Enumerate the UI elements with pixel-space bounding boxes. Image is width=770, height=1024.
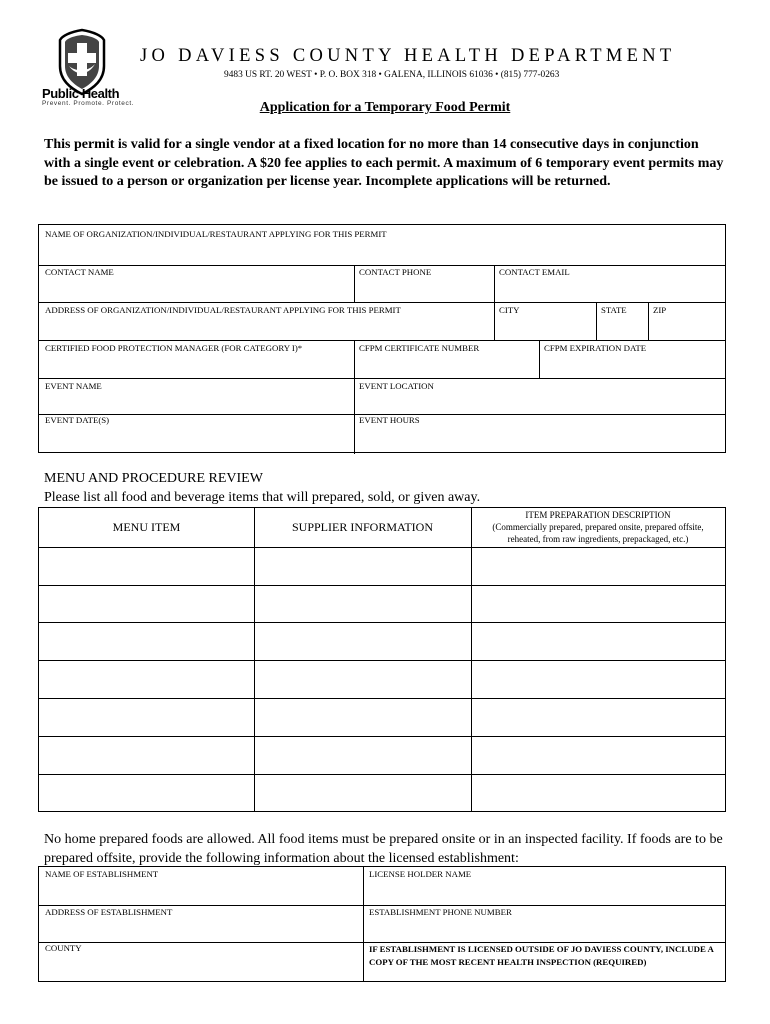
contact-phone-label: CONTACT PHONE [359, 267, 432, 277]
zip-field[interactable] [648, 302, 725, 340]
department-address: 9483 US RT. 20 WEST • P. O. BOX 318 • GALENA, ILLINOIS 61036 • (815) 777-0263 [224, 70, 560, 80]
menu-row-4[interactable] [39, 660, 725, 698]
contact-name-label: CONTACT NAME [45, 267, 114, 277]
address-field[interactable] [39, 302, 494, 340]
offsite-note: No home prepared foods are allowed. All food items must be prepared onsite or in an inspected facility. If foods are to be prepared offsite, provide the following information about the licensed establishment: [44, 832, 723, 866]
applicant-table [38, 224, 726, 453]
prep-header-title: ITEM PREPARATION DESCRIPTION [525, 510, 671, 520]
county-label: COUNTY [45, 943, 82, 953]
state-field[interactable] [596, 302, 648, 340]
establishment-phone-field[interactable] [363, 905, 725, 942]
intro-text: This permit is valid for a single vendor at a fixed location for no more than 14 consecutive days in conjunction with a single event or celebration. A $20 fee applies to each permit. A maximum of 6 temporary event permits may be issued to a person or organization per license year. Incomplete applications will be returned. [44, 137, 724, 189]
event-dates-label: EVENT DATE(S) [45, 415, 110, 425]
cfpm-label: CERTIFIED FOOD PROTECTION MANAGER (FOR CATEGORY I)* [45, 343, 303, 353]
cfpm-field[interactable] [39, 340, 354, 378]
menu-row-6[interactable] [39, 736, 725, 774]
license-holder-label: LICENSE HOLDER NAME [369, 869, 472, 879]
event-hours-label: EVENT HOURS [359, 415, 420, 425]
contact-email-label: CONTACT EMAIL [499, 267, 570, 277]
prep-header-subtitle: (Commercially prepared, prepared onsite, prepared offsite, reheated, from raw ingredients, prepackaged, etc.) [492, 522, 704, 544]
logo-tagline: Prevent. Promote. Protect. [42, 100, 135, 107]
menu-item-header: MENU ITEM [112, 520, 181, 534]
logo-name: Public Health [42, 86, 120, 101]
establishment-name-label: NAME OF ESTABLISHMENT [45, 869, 159, 879]
establishment-table [38, 866, 726, 982]
cfpm-cert-field[interactable] [354, 340, 539, 378]
prep-description-header [471, 509, 725, 545]
city-label: CITY [499, 305, 520, 315]
county-field[interactable] [39, 942, 363, 981]
menu-row-7[interactable] [39, 774, 725, 811]
supplier-header: SUPPLIER INFORMATION [291, 520, 434, 534]
license-holder-field[interactable] [363, 867, 725, 905]
menu-section-heading: MENU AND PROCEDURE REVIEW [44, 471, 263, 486]
org-name-label: NAME OF ORGANIZATION/INDIVIDUAL/RESTAURANT APPLYING FOR THIS PERMIT [45, 229, 387, 239]
form-title: Application for a Temporary Food Permit [259, 100, 511, 115]
outside-county-note-cell [363, 942, 725, 981]
establishment-phone-label: ESTABLISHMENT PHONE NUMBER [369, 907, 512, 917]
contact-phone-field[interactable] [354, 265, 494, 302]
city-field[interactable] [494, 302, 596, 340]
event-location-field[interactable] [354, 378, 725, 414]
menu-row-2[interactable] [39, 585, 725, 622]
menu-row-1[interactable] [39, 547, 725, 585]
state-label: STATE [601, 305, 627, 315]
address-label: ADDRESS OF ORGANIZATION/INDIVIDUAL/RESTAURANT APPLYING FOR THIS PERMIT [45, 305, 401, 315]
establishment-address-field[interactable] [39, 905, 363, 942]
cfpm-exp-field[interactable] [539, 340, 725, 378]
department-name: JO DAVIESS COUNTY HEALTH DEPARTMENT [140, 46, 676, 66]
contact-name-field[interactable] [39, 265, 354, 302]
event-dates-field[interactable] [39, 414, 354, 452]
menu-section-instructions: Please list all food and beverage items that will prepared, sold, or given away. [44, 490, 481, 505]
menu-row-3[interactable] [39, 622, 725, 660]
outside-county-note: IF ESTABLISHMENT IS LICENSED OUTSIDE OF JO DAVIESS COUNTY, INCLUDE A COPY OF THE MOST RECENT HEALTH INSPECTION (REQUIRED) [369, 944, 714, 967]
cfpm-cert-label: CFPM CERTIFICATE NUMBER [359, 343, 480, 353]
event-name-label: EVENT NAME [45, 381, 102, 391]
org-name-field[interactable] [39, 225, 725, 265]
zip-label: ZIP [653, 305, 667, 315]
menu-table [38, 507, 726, 812]
event-location-label: EVENT LOCATION [359, 381, 434, 391]
event-name-field[interactable] [39, 378, 354, 414]
event-hours-field[interactable] [354, 414, 725, 452]
contact-email-field[interactable] [494, 265, 725, 302]
establishment-name-field[interactable] [39, 867, 363, 905]
establishment-address-label: ADDRESS OF ESTABLISHMENT [45, 907, 173, 917]
cfpm-exp-label: CFPM EXPIRATION DATE [544, 343, 647, 353]
menu-row-5[interactable] [39, 698, 725, 736]
